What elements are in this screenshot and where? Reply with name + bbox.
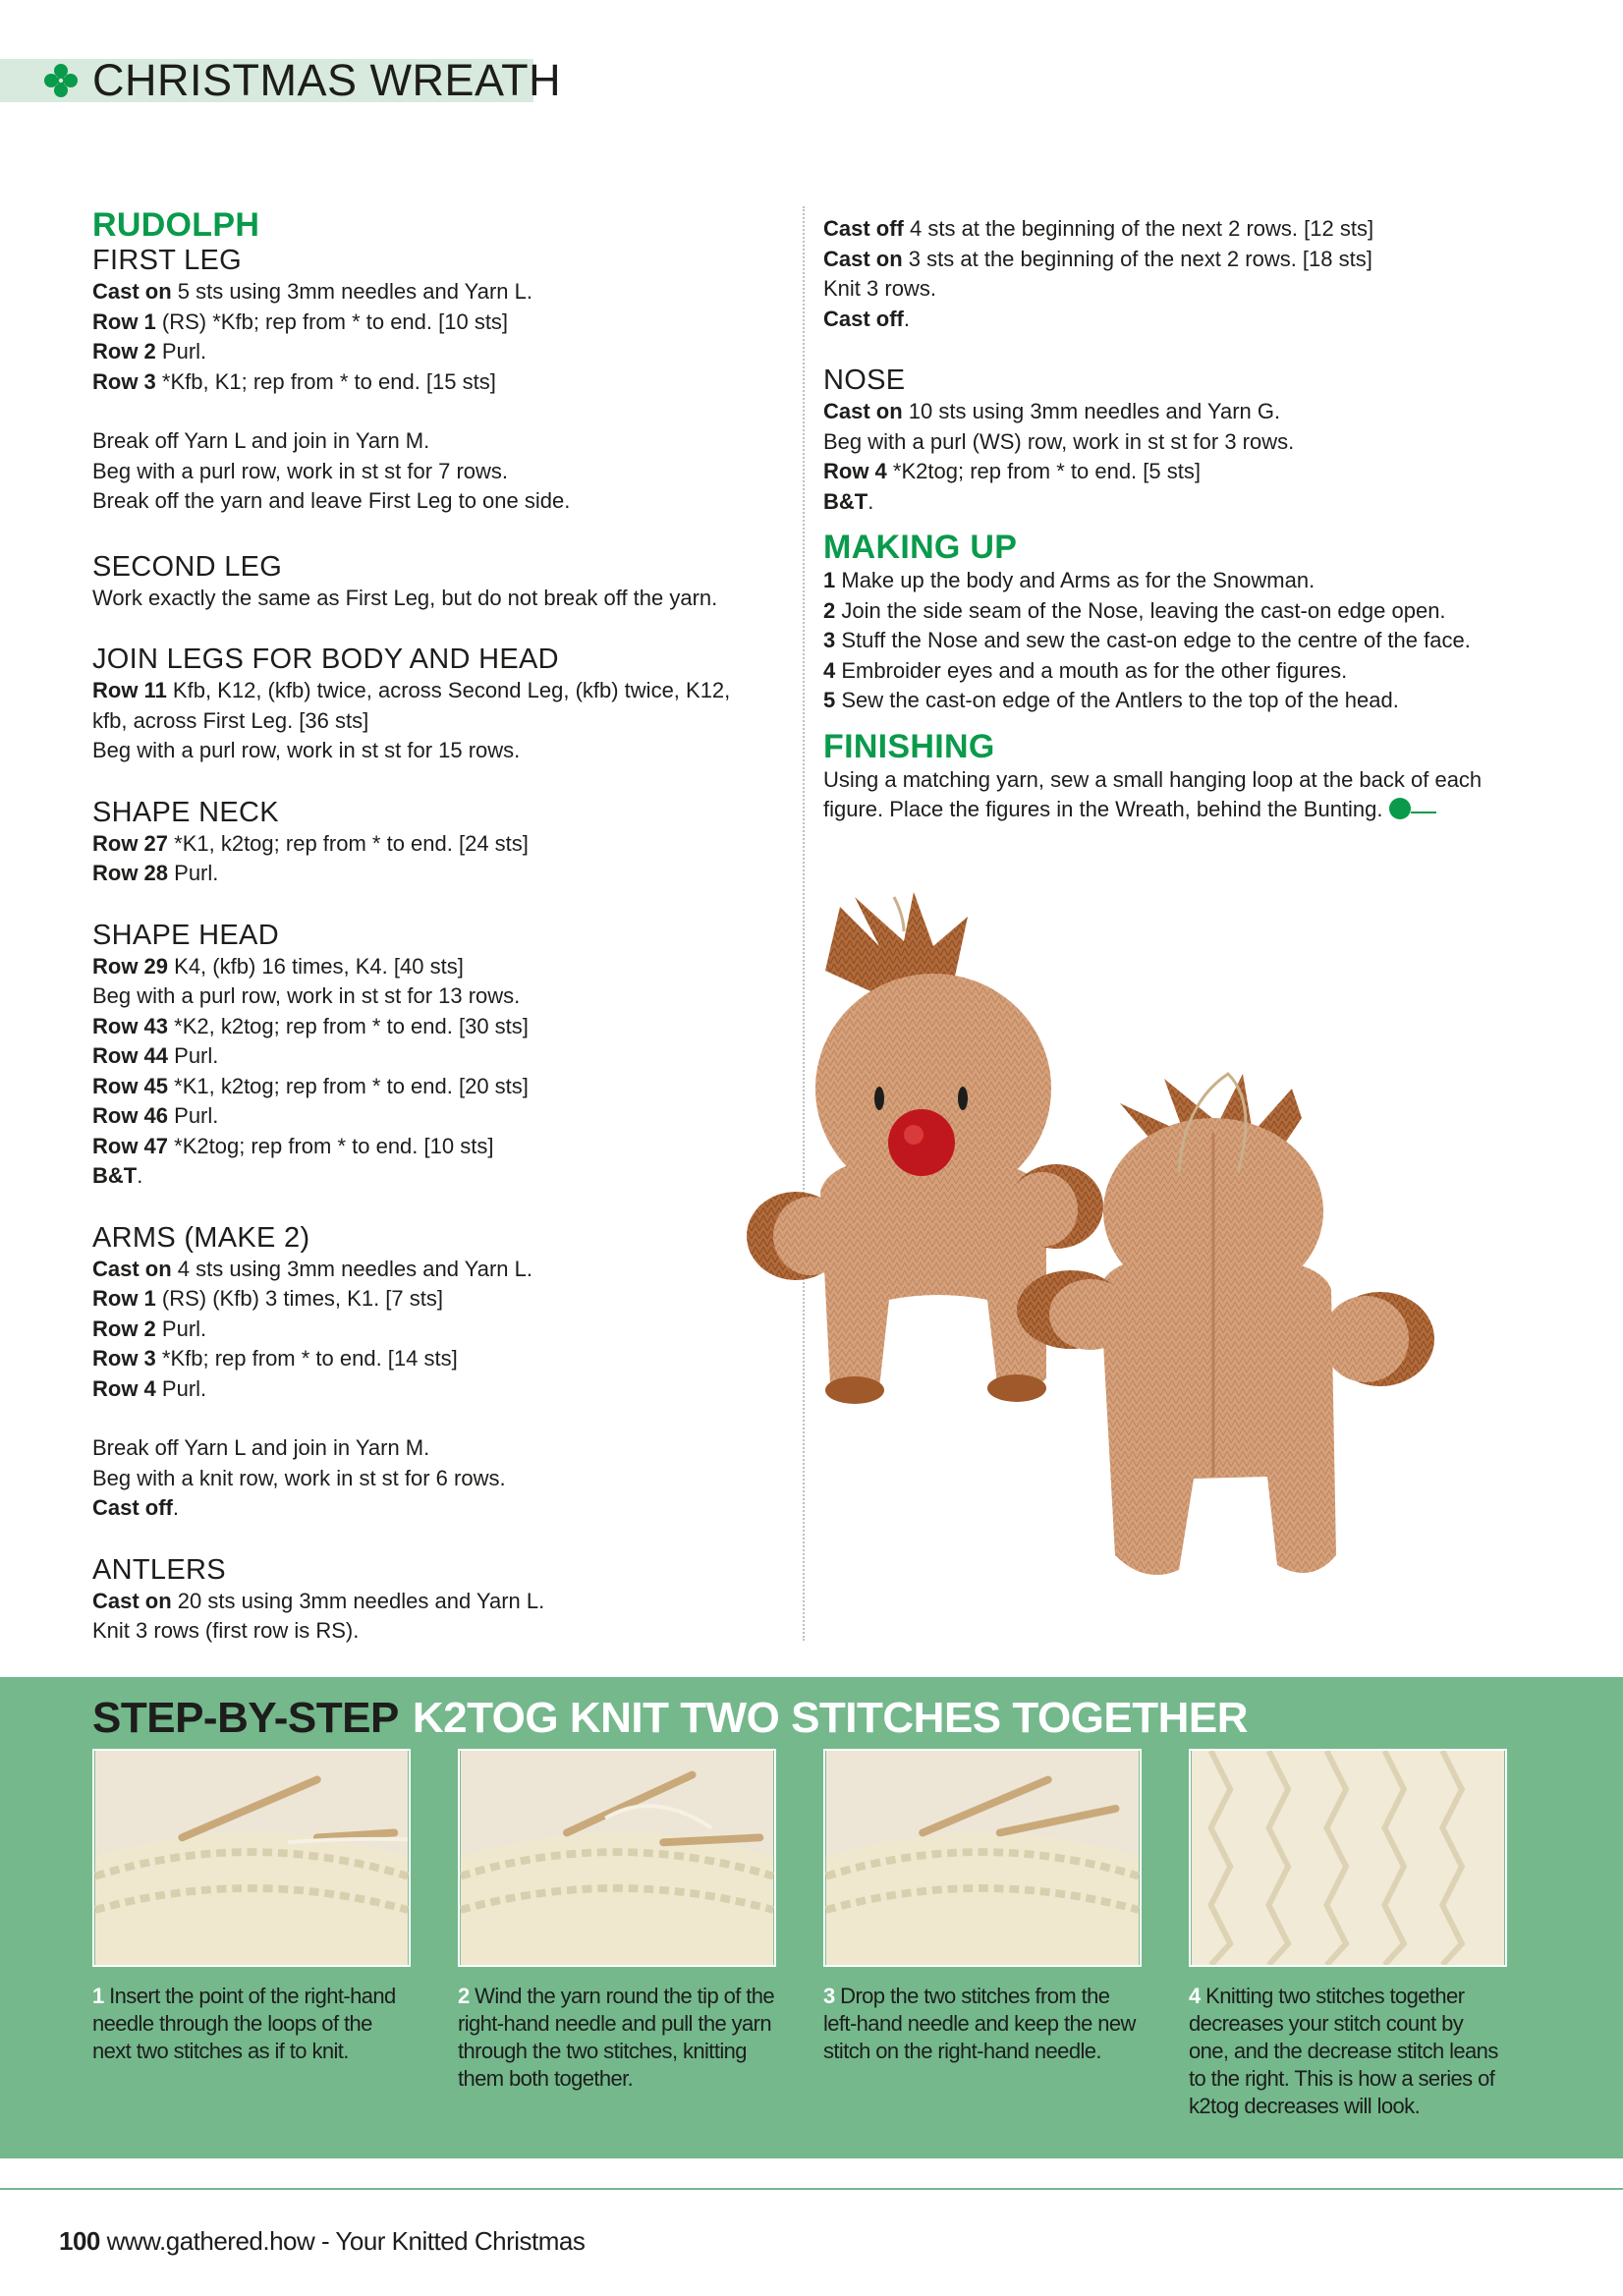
step-caption <box>92 1983 411 2065</box>
instruction-text: Purl. <box>168 1043 219 1068</box>
instruction-label: Row 1 <box>92 308 156 334</box>
instruction-text: *K1, k2tog; rep from * to end. [20 sts] <box>168 1073 529 1098</box>
instruction-label: Row 3 <box>92 368 156 394</box>
section-heading-rudolph: RUDOLPH <box>92 206 260 244</box>
instruction-text: *K2tog; rep from * to end. [5 sts] <box>886 459 1201 483</box>
step-text: Stuff the Nose and sew the cast-on edge to the centre of the face. <box>835 628 1471 652</box>
pattern-right-column <box>823 214 1521 825</box>
instruction-text: K4, (kfb) 16 times, K4. [40 sts] <box>168 953 464 979</box>
pattern-left-column <box>92 206 770 1647</box>
instruction-label: Cast on <box>92 1256 172 1281</box>
instruction-text: Purl. <box>155 1375 207 1401</box>
subheading-second-leg: SECOND LEG <box>92 550 283 583</box>
instruction-label: Cast on <box>92 279 172 304</box>
numbered-step <box>823 566 1521 596</box>
step-caption <box>1189 1983 1507 2120</box>
step-number: 4 <box>823 657 836 683</box>
step-number: 1 <box>92 1984 104 2008</box>
instruction-text: 4 sts using 3mm needles and Yarn L. <box>171 1256 532 1281</box>
reindeer-photo <box>732 877 1587 1663</box>
instruction-label: Row 2 <box>92 1316 156 1341</box>
instruction-line <box>823 305 1521 335</box>
step-text: Join the side seam of the Nose, leaving the cast-on edge open. <box>835 597 1446 623</box>
end-mark-line <box>1411 812 1436 813</box>
subheading-shape-head: SHAPE HEAD <box>92 919 279 951</box>
instruction-text: . <box>903 306 911 331</box>
instruction-text: figure. Place the figures in the Wreath, behind the Bunting. <box>823 797 1383 821</box>
subheading-antlers: ANTLERS <box>92 1553 226 1586</box>
instruction-label: Row 46 <box>92 1103 169 1128</box>
page-number: 100 <box>59 2226 100 2256</box>
step-caption <box>823 1983 1142 2065</box>
instruction-label: Row 1 <box>92 1286 156 1311</box>
instruction-label: Cast on <box>823 246 903 271</box>
instruction-text: Kfb, K12, (kfb) twice, across Second Leg, (kfb) twice, K12, <box>166 678 731 702</box>
instruction-text: *Kfb; rep from * to end. [14 sts] <box>155 1346 458 1371</box>
step-number: 5 <box>823 688 836 712</box>
instruction-text: *Kfb, K1; rep from * to end. [15 sts] <box>155 368 496 394</box>
instruction-text: . <box>172 1495 180 1520</box>
instruction-line <box>92 1587 770 1617</box>
instruction-line <box>92 1012 770 1042</box>
instruction-label: Cast on <box>823 399 903 423</box>
step-card <box>458 1749 776 2093</box>
instruction-text: Purl. <box>168 861 219 885</box>
step-card <box>1189 1749 1507 2120</box>
instruction-label: B&T <box>92 1163 138 1188</box>
step-photo <box>92 1749 411 1967</box>
instruction-line <box>92 1493 770 1524</box>
instruction-label: Row 27 <box>92 830 169 856</box>
instruction-label: Row 3 <box>92 1346 156 1371</box>
step-text: Sew the cast-on edge of the Antlers to the top of the head. <box>835 688 1399 712</box>
step-photo <box>1189 1749 1507 1967</box>
instruction-label: Row 29 <box>92 953 169 979</box>
instruction-line <box>823 487 1521 518</box>
instruction-line <box>92 308 770 338</box>
instruction-line: Using a matching yarn, sew a small hanging loop at the back of each <box>823 766 1483 792</box>
step-by-step-label: STEP-BY-STEP <box>92 1694 399 1742</box>
footer-text: www.gathered.how - Your Knitted Christmas <box>99 2226 586 2256</box>
instruction-line <box>92 1374 770 1405</box>
instruction-label: Row 43 <box>92 1013 169 1038</box>
instruction-line <box>92 1161 770 1192</box>
clover-icon <box>41 61 81 100</box>
instruction-line <box>823 397 1521 427</box>
instruction-line: kfb, across First Leg. [36 sts] <box>92 707 369 733</box>
instruction-line <box>823 214 1521 245</box>
step-text: Knitting two stitches together decreases your stitch count by one, and the decrease stitch leans to the right. This is how a series of k2tog decreases will look. <box>1189 1984 1498 2118</box>
step-text: Drop the two stitches from the left-hand needle and keep the new stitch on the right-hand needle. <box>823 1984 1136 2063</box>
instruction-line: Beg with a purl row, work in st st for 15 rows. <box>92 738 521 762</box>
numbered-step <box>823 686 1521 716</box>
page-footer <box>59 2226 585 2257</box>
instruction-label: Row 11 <box>92 678 167 702</box>
instruction-line <box>92 676 770 706</box>
instruction-label: Row 4 <box>823 459 887 483</box>
instruction-line <box>92 1284 770 1315</box>
instruction-label: Cast off <box>92 1495 173 1520</box>
instruction-label: Row 28 <box>92 861 169 885</box>
instruction-line <box>823 457 1521 487</box>
reindeer-back-figure <box>1017 1074 1434 1575</box>
step-number: 3 <box>823 628 836 652</box>
instruction-text: (RS) (Kfb) 3 times, K1. [7 sts] <box>155 1286 443 1311</box>
instruction-line <box>92 1132 770 1162</box>
instruction-text: 3 sts at the beginning of the next 2 rows. [18 sts] <box>902 246 1372 271</box>
instruction-text: 4 sts at the beginning of the next 2 rows. [12 sts] <box>903 216 1374 241</box>
subheading-arms: ARMS (MAKE 2) <box>92 1221 310 1254</box>
subheading-first-leg: FIRST LEG <box>92 245 243 276</box>
instruction-text: . <box>867 488 874 514</box>
instruction-line <box>92 277 770 308</box>
step-text: Insert the point of the right-hand needle through the loops of the next two stitches as if to knit. <box>92 1984 396 2063</box>
subheading-nose: NOSE <box>823 364 906 396</box>
instruction-text: 20 sts using 3mm needles and Yarn L. <box>171 1588 545 1613</box>
instruction-text: . <box>137 1163 143 1188</box>
step-text: Embroider eyes and a mouth as for the other figures. <box>835 657 1348 683</box>
footer-rule <box>0 2188 1623 2190</box>
instruction-label: Row 2 <box>92 339 156 364</box>
instruction-line <box>92 1041 770 1072</box>
instruction-text: Purl. <box>168 1103 219 1128</box>
instruction-label: Row 47 <box>92 1133 169 1158</box>
step-by-step-title: K2TOG KNIT TWO STITCHES TOGETHER <box>412 1694 1249 1742</box>
instruction-line <box>92 1344 770 1374</box>
step-card <box>92 1749 411 2065</box>
instruction-line <box>92 1255 770 1285</box>
subheading-shape-neck: SHAPE NECK <box>92 796 279 828</box>
step-text: Make up the body and Arms as for the Snowman. <box>835 568 1315 592</box>
instruction-text: Purl. <box>155 339 207 364</box>
instruction-line: Beg with a purl row, work in st st for 7 rows. <box>92 458 509 483</box>
instruction-label: Cast off <box>823 216 904 241</box>
instruction-line: Beg with a purl (WS) row, work in st st for 3 rows. <box>823 428 1295 454</box>
instruction-label: Row 4 <box>92 1375 156 1401</box>
instruction-line: Knit 3 rows. <box>823 276 936 301</box>
instruction-text: *K1, k2tog; rep from * to end. [24 sts] <box>168 830 529 856</box>
instruction-line: Break off Yarn L and join in Yarn M. <box>92 1435 430 1460</box>
instruction-text: *K2, k2tog; rep from * to end. [30 sts] <box>168 1013 529 1038</box>
step-number: 2 <box>823 597 836 623</box>
step-number: 2 <box>458 1984 470 2008</box>
instruction-label: Cast off <box>823 306 904 331</box>
section-heading-finishing: FINISHING <box>823 727 995 765</box>
step-text: Wind the yarn round the tip of the right-hand needle and pull the yarn through the two stitches, knitting them both together. <box>458 1984 775 2091</box>
instruction-line: Work exactly the same as First Leg, but do not break off the yarn. <box>92 585 718 610</box>
instruction-text: 5 sts using 3mm needles and Yarn L. <box>171 279 532 304</box>
instruction-text: (RS) *Kfb; rep from * to end. [10 sts] <box>155 308 509 334</box>
instruction-line <box>92 859 770 889</box>
instruction-label: B&T <box>823 488 868 514</box>
instruction-label: Row 45 <box>92 1073 169 1098</box>
numbered-step <box>823 656 1521 687</box>
step-number: 3 <box>823 1984 835 2008</box>
instruction-line: Break off Yarn L and join in Yarn M. <box>92 428 430 453</box>
instruction-text: Purl. <box>155 1316 207 1341</box>
instruction-line: Beg with a purl row, work in st st for 13 rows. <box>92 983 521 1008</box>
step-photo <box>823 1749 1142 1967</box>
step-card <box>823 1749 1142 2065</box>
instruction-line <box>92 337 770 367</box>
instruction-text: 10 sts using 3mm needles and Yarn G. <box>902 399 1281 423</box>
instruction-line <box>823 795 1521 825</box>
instruction-line <box>92 952 770 982</box>
instruction-label: Row 44 <box>92 1043 169 1068</box>
instruction-line <box>92 367 770 398</box>
instruction-text: *K2tog; rep from * to end. [10 sts] <box>168 1133 494 1158</box>
end-mark-icon <box>1389 798 1411 819</box>
instruction-line <box>92 1315 770 1345</box>
subheading-join-legs: JOIN LEGS FOR BODY AND HEAD <box>92 644 559 675</box>
instruction-line <box>92 829 770 860</box>
numbered-step <box>823 626 1521 656</box>
page-title: CHRISTMAS WREATH <box>92 55 562 105</box>
step-photo <box>458 1749 776 1967</box>
instruction-line: Beg with a knit row, work in st st for 6 rows. <box>92 1465 506 1490</box>
instruction-line: Break off the yarn and leave First Leg to one side. <box>92 488 571 513</box>
section-heading-making-up: MAKING UP <box>823 529 1018 566</box>
instruction-line <box>823 245 1521 275</box>
step-number: 1 <box>823 568 836 592</box>
instruction-line <box>92 1101 770 1132</box>
instruction-line <box>92 1072 770 1102</box>
step-number: 4 <box>1189 1984 1201 2008</box>
step-caption <box>458 1983 776 2093</box>
step-by-step-heading <box>92 1694 1248 1743</box>
numbered-step <box>823 596 1521 627</box>
instruction-label: Cast on <box>92 1588 172 1613</box>
instruction-line: Knit 3 rows (first row is RS). <box>92 1618 360 1643</box>
